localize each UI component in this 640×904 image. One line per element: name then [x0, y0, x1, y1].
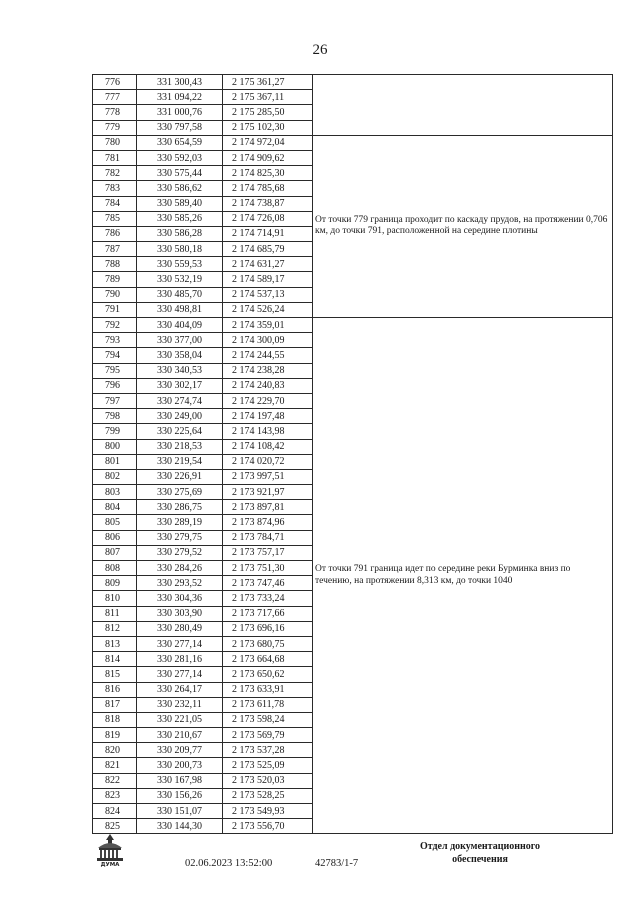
- y-coordinate-cell: 2 174 020,72: [223, 454, 313, 469]
- x-coordinate-cell: 330 592,03: [137, 150, 223, 165]
- y-coordinate-cell: 2 173 747,46: [223, 576, 313, 591]
- y-coordinate-cell: 2 173 569,79: [223, 728, 313, 743]
- point-number-cell: 825: [93, 819, 137, 834]
- x-coordinate-cell: 330 532,19: [137, 272, 223, 287]
- y-coordinate-cell: 2 175 102,30: [223, 120, 313, 135]
- y-coordinate-cell: 2 174 240,83: [223, 378, 313, 393]
- y-coordinate-cell: 2 174 238,28: [223, 363, 313, 378]
- y-coordinate-cell: 2 173 633,91: [223, 682, 313, 697]
- x-coordinate-cell: 330 293,52: [137, 576, 223, 591]
- y-coordinate-cell: 2 173 897,81: [223, 500, 313, 515]
- x-coordinate-cell: 330 559,53: [137, 257, 223, 272]
- point-number-cell: 797: [93, 393, 137, 408]
- x-coordinate-cell: 330 226,91: [137, 469, 223, 484]
- point-number-cell: 777: [93, 90, 137, 105]
- y-coordinate-cell: 2 173 598,24: [223, 712, 313, 727]
- x-coordinate-cell: 330 221,05: [137, 712, 223, 727]
- point-number-cell: 793: [93, 333, 137, 348]
- point-number-cell: 805: [93, 515, 137, 530]
- point-number-cell: 788: [93, 257, 137, 272]
- point-number-cell: 782: [93, 166, 137, 181]
- y-coordinate-cell: 2 175 361,27: [223, 75, 313, 90]
- point-number-cell: 818: [93, 712, 137, 727]
- print-timestamp: 02.06.2023 13:52:00: [185, 858, 273, 869]
- x-coordinate-cell: 330 200,73: [137, 758, 223, 773]
- point-number-cell: 790: [93, 287, 137, 302]
- y-coordinate-cell: 2 173 757,17: [223, 545, 313, 560]
- x-coordinate-cell: 330 225,64: [137, 424, 223, 439]
- point-number-cell: 822: [93, 773, 137, 788]
- x-coordinate-cell: 330 232,11: [137, 697, 223, 712]
- point-number-cell: 803: [93, 485, 137, 500]
- y-coordinate-cell: 2 174 197,48: [223, 409, 313, 424]
- y-coordinate-cell: 2 174 537,13: [223, 287, 313, 302]
- point-number-cell: 811: [93, 606, 137, 621]
- point-number-cell: 789: [93, 272, 137, 287]
- department-stamp: [400, 840, 560, 866]
- point-number-cell: 800: [93, 439, 137, 454]
- x-coordinate-cell: 331 300,43: [137, 75, 223, 90]
- y-coordinate-cell: 2 173 537,28: [223, 743, 313, 758]
- x-coordinate-cell: 330 218,53: [137, 439, 223, 454]
- x-coordinate-cell: 330 358,04: [137, 348, 223, 363]
- point-number-cell: 791: [93, 302, 137, 317]
- point-number-cell: 787: [93, 242, 137, 257]
- point-number-cell: 779: [93, 120, 137, 135]
- x-coordinate-cell: 330 654,59: [137, 135, 223, 150]
- y-coordinate-cell: 2 174 909,62: [223, 150, 313, 165]
- point-number-cell: 823: [93, 788, 137, 803]
- point-number-cell: 819: [93, 728, 137, 743]
- x-coordinate-cell: 331 000,76: [137, 105, 223, 120]
- table-row: [93, 135, 613, 150]
- x-coordinate-cell: 330 580,18: [137, 242, 223, 257]
- x-coordinate-cell: 330 797,58: [137, 120, 223, 135]
- point-number-cell: 801: [93, 454, 137, 469]
- x-coordinate-cell: 330 586,28: [137, 226, 223, 241]
- point-number-cell: 778: [93, 105, 137, 120]
- y-coordinate-cell: 2 173 664,68: [223, 652, 313, 667]
- x-coordinate-cell: 330 404,09: [137, 318, 223, 333]
- y-coordinate-cell: 2 175 367,11: [223, 90, 313, 105]
- point-number-cell: 781: [93, 150, 137, 165]
- point-number-cell: 816: [93, 682, 137, 697]
- y-coordinate-cell: 2 173 650,62: [223, 667, 313, 682]
- y-coordinate-cell: 2 174 685,79: [223, 242, 313, 257]
- boundary-description-cell: [313, 75, 613, 136]
- y-coordinate-cell: 2 174 726,08: [223, 211, 313, 226]
- department-line-1: Отдел документационного: [419, 841, 541, 852]
- x-coordinate-cell: 330 274,74: [137, 393, 223, 408]
- y-coordinate-cell: 2 173 717,66: [223, 606, 313, 621]
- x-coordinate-cell: 330 279,52: [137, 545, 223, 560]
- y-coordinate-cell: 2 173 549,93: [223, 804, 313, 819]
- x-coordinate-cell: 330 209,77: [137, 743, 223, 758]
- y-coordinate-cell: 2 173 733,24: [223, 591, 313, 606]
- point-number-cell: 804: [93, 500, 137, 515]
- y-coordinate-cell: 2 173 751,30: [223, 561, 313, 576]
- x-coordinate-cell: 330 249,00: [137, 409, 223, 424]
- document-id: 42783/1-7: [315, 858, 359, 869]
- x-coordinate-cell: 330 264,17: [137, 682, 223, 697]
- point-number-cell: 798: [93, 409, 137, 424]
- point-number-cell: 802: [93, 469, 137, 484]
- y-coordinate-cell: 2 174 108,42: [223, 439, 313, 454]
- y-coordinate-cell: 2 173 556,70: [223, 819, 313, 834]
- point-number-cell: 812: [93, 621, 137, 636]
- y-coordinate-cell: 2 173 874,96: [223, 515, 313, 530]
- point-number-cell: 814: [93, 652, 137, 667]
- y-coordinate-cell: 2 174 244,55: [223, 348, 313, 363]
- point-number-cell: 813: [93, 636, 137, 651]
- y-coordinate-cell: 2 174 825,30: [223, 166, 313, 181]
- point-number-cell: 820: [93, 743, 137, 758]
- y-coordinate-cell: 2 174 229,70: [223, 393, 313, 408]
- point-number-cell: 776: [93, 75, 137, 90]
- x-coordinate-cell: 330 303,90: [137, 606, 223, 621]
- coordinates-table: [92, 74, 613, 834]
- y-coordinate-cell: 2 173 611,78: [223, 697, 313, 712]
- y-coordinate-cell: 2 173 525,09: [223, 758, 313, 773]
- point-number-cell: 794: [93, 348, 137, 363]
- svg-text:ДУМА: ДУМА: [100, 862, 120, 868]
- point-number-cell: 784: [93, 196, 137, 211]
- y-coordinate-cell: 2 173 528,25: [223, 788, 313, 803]
- x-coordinate-cell: 330 377,00: [137, 333, 223, 348]
- duma-seal-icon: [90, 832, 130, 868]
- x-coordinate-cell: 330 277,14: [137, 667, 223, 682]
- point-number-cell: 815: [93, 667, 137, 682]
- y-coordinate-cell: 2 174 359,01: [223, 318, 313, 333]
- x-coordinate-cell: 330 279,75: [137, 530, 223, 545]
- y-coordinate-cell: 2 174 143,98: [223, 424, 313, 439]
- y-coordinate-cell: 2 173 784,71: [223, 530, 313, 545]
- point-number-cell: 796: [93, 378, 137, 393]
- y-coordinate-cell: 2 175 285,50: [223, 105, 313, 120]
- point-number-cell: 792: [93, 318, 137, 333]
- point-number-cell: 808: [93, 561, 137, 576]
- point-number-cell: 785: [93, 211, 137, 226]
- x-coordinate-cell: 330 167,98: [137, 773, 223, 788]
- y-coordinate-cell: 2 174 738,87: [223, 196, 313, 211]
- point-number-cell: 786: [93, 226, 137, 241]
- y-coordinate-cell: 2 174 589,17: [223, 272, 313, 287]
- y-coordinate-cell: 2 173 520,03: [223, 773, 313, 788]
- y-coordinate-cell: 2 173 997,51: [223, 469, 313, 484]
- y-coordinate-cell: 2 174 300,09: [223, 333, 313, 348]
- point-number-cell: 783: [93, 181, 137, 196]
- x-coordinate-cell: 330 280,49: [137, 621, 223, 636]
- point-number-cell: 821: [93, 758, 137, 773]
- x-coordinate-cell: 330 210,67: [137, 728, 223, 743]
- x-coordinate-cell: 330 275,69: [137, 485, 223, 500]
- y-coordinate-cell: 2 174 972,04: [223, 135, 313, 150]
- x-coordinate-cell: 330 289,19: [137, 515, 223, 530]
- point-number-cell: 817: [93, 697, 137, 712]
- y-coordinate-cell: 2 173 680,75: [223, 636, 313, 651]
- point-number-cell: 799: [93, 424, 137, 439]
- page-number: 26: [312, 42, 328, 58]
- x-coordinate-cell: 331 094,22: [137, 90, 223, 105]
- x-coordinate-cell: 330 340,53: [137, 363, 223, 378]
- point-number-cell: 780: [93, 135, 137, 150]
- boundary-description-cell: От точки 779 граница проходит по каскаду прудов, на протяжении 0,706 км, до точки 791, расположенной на середине плотины: [313, 135, 613, 317]
- y-coordinate-cell: 2 174 785,68: [223, 181, 313, 196]
- x-coordinate-cell: 330 156,26: [137, 788, 223, 803]
- x-coordinate-cell: 330 219,54: [137, 454, 223, 469]
- point-number-cell: 806: [93, 530, 137, 545]
- point-number-cell: 810: [93, 591, 137, 606]
- x-coordinate-cell: 330 586,62: [137, 181, 223, 196]
- x-coordinate-cell: 330 304,36: [137, 591, 223, 606]
- x-coordinate-cell: 330 286,75: [137, 500, 223, 515]
- table-row: [93, 318, 613, 333]
- y-coordinate-cell: 2 174 631,27: [223, 257, 313, 272]
- x-coordinate-cell: 330 277,14: [137, 636, 223, 651]
- x-coordinate-cell: 330 144,30: [137, 819, 223, 834]
- y-coordinate-cell: 2 174 526,24: [223, 302, 313, 317]
- x-coordinate-cell: 330 302,17: [137, 378, 223, 393]
- x-coordinate-cell: 330 485,70: [137, 287, 223, 302]
- x-coordinate-cell: 330 575,44: [137, 166, 223, 181]
- x-coordinate-cell: 330 498,81: [137, 302, 223, 317]
- point-number-cell: 824: [93, 804, 137, 819]
- x-coordinate-cell: 330 585,26: [137, 211, 223, 226]
- x-coordinate-cell: 330 589,40: [137, 196, 223, 211]
- point-number-cell: 795: [93, 363, 137, 378]
- x-coordinate-cell: 330 284,26: [137, 561, 223, 576]
- department-line-2: обеспечения: [452, 854, 508, 865]
- x-coordinate-cell: 330 281,16: [137, 652, 223, 667]
- point-number-cell: 809: [93, 576, 137, 591]
- y-coordinate-cell: 2 173 921,97: [223, 485, 313, 500]
- y-coordinate-cell: 2 174 714,91: [223, 226, 313, 241]
- table-row: [93, 75, 613, 90]
- point-number-cell: 807: [93, 545, 137, 560]
- boundary-description-cell: От точки 791 граница идет по середине реки Бурминка вниз по течению, на протяжении 8,313 км, до точки 1040: [313, 318, 613, 834]
- y-coordinate-cell: 2 173 696,16: [223, 621, 313, 636]
- x-coordinate-cell: 330 151,07: [137, 804, 223, 819]
